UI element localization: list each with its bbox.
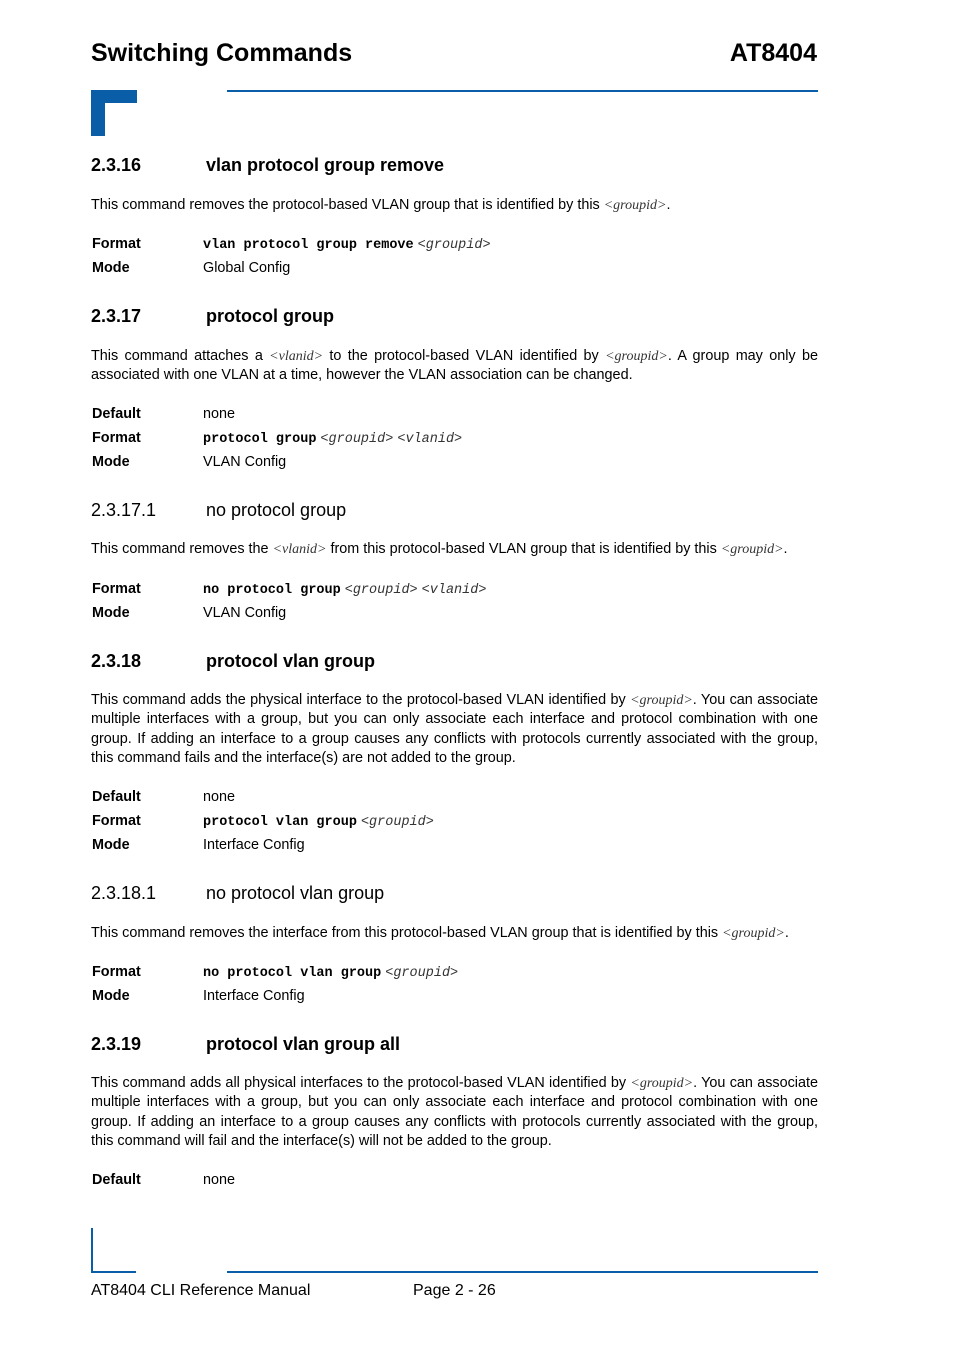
subsection-heading-2-3-18-1 bbox=[91, 882, 384, 904]
format-label: Format bbox=[92, 236, 141, 252]
mode-label: Mode bbox=[92, 605, 130, 621]
default-label: Default bbox=[92, 406, 141, 422]
header-title: Switching Commands bbox=[91, 39, 353, 67]
footer-manual-title: AT8404 CLI Reference Manual bbox=[91, 1282, 311, 1299]
argument-groupid: <groupid> bbox=[603, 198, 667, 213]
description-text: This command adds all physical interfaces to the protocol-based VLAN identified by bbox=[91, 1075, 631, 1091]
argument-groupid: <groupid> bbox=[722, 926, 785, 941]
section-heading-2-3-18 bbox=[91, 650, 375, 672]
mode-label: Mode bbox=[92, 837, 130, 853]
format-label: Format bbox=[92, 430, 141, 446]
argument-groupid: <groupid> bbox=[630, 1076, 694, 1091]
section-title: protocol vlan group bbox=[206, 651, 375, 671]
format-label: Format bbox=[92, 813, 141, 829]
section-description bbox=[91, 924, 818, 943]
footer-rule bbox=[227, 1271, 818, 1273]
footer-corner-mark bbox=[91, 1228, 93, 1273]
section-heading-2-3-17 bbox=[91, 305, 334, 327]
description-text: This command removes the protocol-based VLAN group that is identified by this bbox=[91, 197, 604, 213]
description-text: This command removes the bbox=[91, 541, 273, 557]
mode-label: Mode bbox=[92, 454, 130, 470]
section-number: 2.3.18.1 bbox=[91, 883, 157, 903]
argument-groupid: <groupid> bbox=[385, 966, 459, 981]
section-heading-2-3-19 bbox=[91, 1033, 400, 1055]
argument-groupid: <groupid> bbox=[417, 238, 491, 253]
argument-groupid: <groupid> bbox=[360, 815, 434, 830]
description-text: . bbox=[783, 541, 788, 557]
default-value: none bbox=[203, 789, 236, 805]
description-text: This command removes the interface from this protocol-based VLAN group that is identified by this bbox=[91, 925, 723, 941]
section-number: 2.3.16 bbox=[91, 155, 142, 175]
default-label: Default bbox=[92, 789, 141, 805]
section-heading-2-3-16 bbox=[91, 154, 444, 176]
default-value: none bbox=[203, 1172, 236, 1188]
section-description bbox=[91, 1074, 818, 1152]
subsection-heading-2-3-17-1 bbox=[91, 499, 346, 521]
command-syntax: vlan protocol group remove bbox=[203, 238, 414, 253]
section-number: 2.3.18 bbox=[91, 651, 142, 671]
section-number: 2.3.17.1 bbox=[91, 500, 157, 520]
section-description bbox=[91, 196, 818, 215]
argument-groupid: <groupid> bbox=[720, 542, 784, 557]
description-text: from this protocol-based VLAN group that is identified by this bbox=[326, 541, 721, 557]
footer-page-number: Page 2 - 26 bbox=[413, 1282, 496, 1299]
command-syntax: protocol vlan group bbox=[203, 815, 357, 830]
argument-vlanid: <vlanid> bbox=[397, 432, 463, 447]
description-text: . A group may only be associated with one VLAN at a time, however the VLAN association can be changed. bbox=[91, 348, 818, 384]
section-title: no protocol vlan group bbox=[206, 883, 385, 903]
mode-label: Mode bbox=[92, 988, 130, 1004]
mode-label: Mode bbox=[92, 260, 130, 276]
argument-groupid: <groupid> bbox=[605, 349, 668, 364]
header-corner-mark bbox=[91, 90, 137, 136]
footer-rule-left bbox=[91, 1271, 136, 1273]
description-text: . bbox=[666, 197, 671, 213]
section-title: protocol vlan group all bbox=[206, 1034, 401, 1054]
argument-groupid: <groupid> bbox=[630, 693, 693, 708]
argument-vlanid: <vlanid> bbox=[269, 349, 324, 364]
description-text: . You can associate multiple interfaces with a group, but you can only associate each interface and protocol combination with one group. If adding an interface to a group causes any conflicts with protocols currently associated with the group, this command fails and the interface(s) are not added to the group. bbox=[91, 692, 818, 767]
description-text: . bbox=[784, 925, 789, 941]
command-syntax: protocol group bbox=[203, 432, 317, 447]
mode-value: VLAN Config bbox=[203, 454, 287, 470]
argument-groupid: <groupid> bbox=[344, 583, 418, 598]
mode-value: VLAN Config bbox=[203, 605, 287, 621]
argument-vlanid: <vlanid> bbox=[421, 583, 487, 598]
section-title: protocol group bbox=[206, 306, 334, 326]
description-text: to the protocol-based VLAN identified by bbox=[323, 348, 606, 364]
mode-value: Interface Config bbox=[203, 837, 305, 853]
section-title: no protocol group bbox=[206, 500, 347, 520]
description-text: This command attaches a bbox=[91, 348, 270, 364]
mode-value: Interface Config bbox=[203, 988, 305, 1004]
section-title: vlan protocol group remove bbox=[206, 155, 445, 175]
section-description bbox=[91, 540, 818, 559]
section-description bbox=[91, 691, 818, 769]
section-number: 2.3.17 bbox=[91, 306, 142, 326]
header-product: AT8404 bbox=[729, 39, 817, 67]
description-text: . You can associate multiple interfaces with a group, but you can only associate each interface and protocol combination with one group. If adding an interface to a group causes any conflicts with protocols currently associated with the group, this command will fail and the interface(s) will not be added to the group. bbox=[91, 1075, 819, 1150]
section-description bbox=[91, 347, 818, 386]
format-label: Format bbox=[92, 964, 141, 980]
argument-groupid: <groupid> bbox=[320, 432, 394, 447]
mode-value: Global Config bbox=[203, 260, 291, 276]
command-syntax: no protocol group bbox=[203, 583, 341, 598]
format-label: Format bbox=[92, 581, 141, 597]
command-syntax: no protocol vlan group bbox=[203, 966, 382, 981]
default-label: Default bbox=[92, 1172, 141, 1188]
section-number: 2.3.19 bbox=[91, 1034, 142, 1054]
argument-vlanid: <vlanid> bbox=[272, 542, 327, 557]
header-rule bbox=[227, 90, 818, 92]
default-value: none bbox=[203, 406, 236, 422]
description-text: This command adds the physical interface to the protocol-based VLAN identified by bbox=[91, 692, 631, 708]
